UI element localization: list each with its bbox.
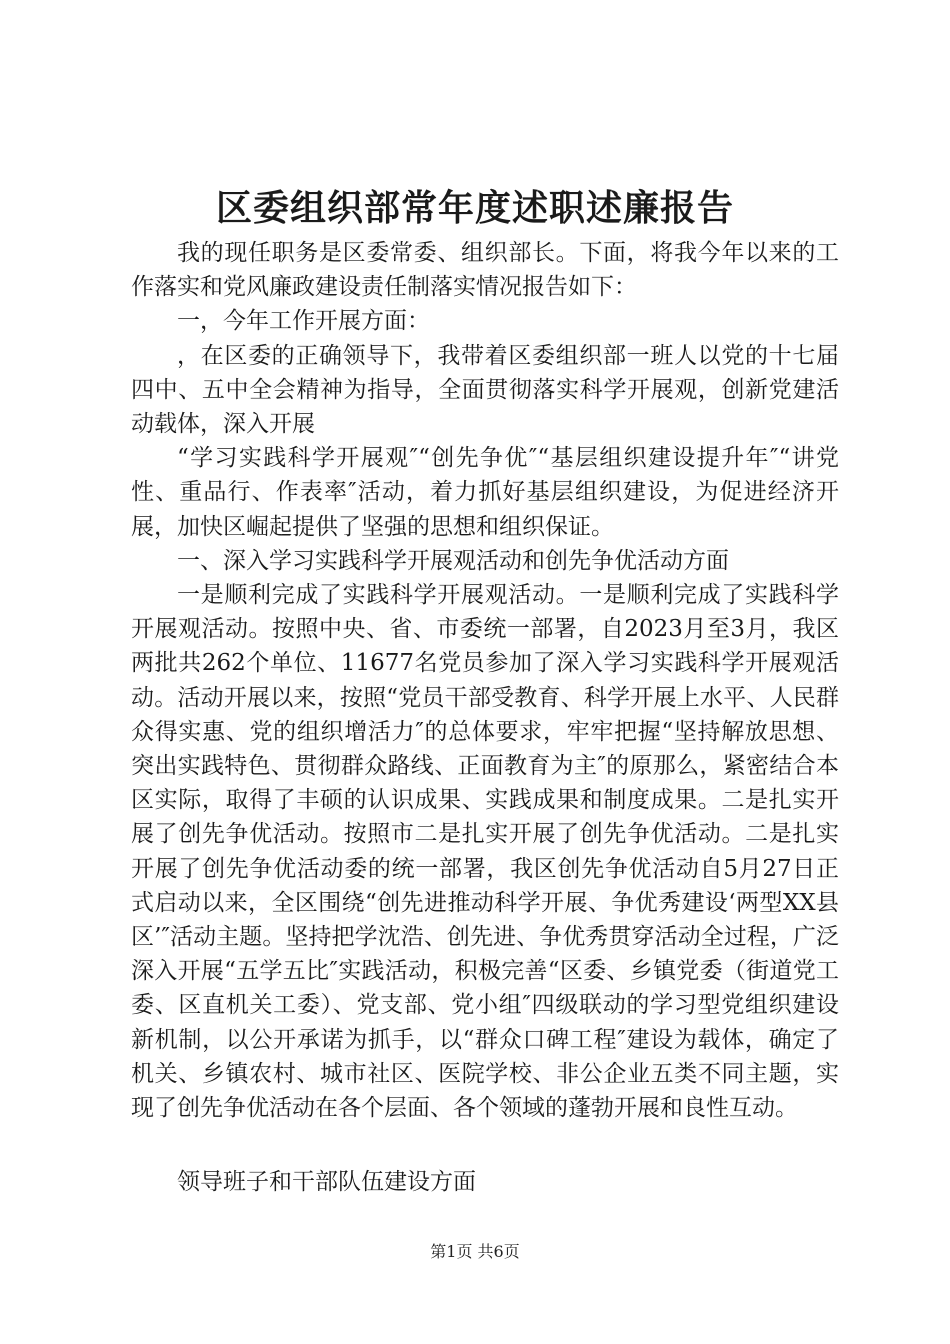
paragraph: ，在区委的正确领导下，我带着区委组织部一班人以党的十七届四中、五中全会精神为指导，全面贯彻落实科学开展观，创新党建活动载体，深入开展 [131, 342, 839, 438]
document-title: 区委组织部常年度述职述廉报告 [215, 187, 734, 229]
section-heading: 一、深入学习实践科学开展观活动和创先争优活动方面 [177, 547, 729, 574]
document-body [131, 236, 839, 1199]
paragraph: “学习实践科学开展观″“创先争优″“基层组织建设提升年″“讲党性、重品行、作表率″活动，着力抓好基层组织建设，为促进经济开展，加快区崛起提供了坚强的思想和组织保证。 [131, 445, 839, 540]
section-heading: 领导班子和干部队伍建设方面 [177, 1169, 476, 1196]
paragraph: 一，今年工作开展方面： [177, 308, 430, 335]
paragraph: 我的现任职务是区委常委、组织部长。下面，将我今年以来的工作落实和党风廉政建设责任制落实情况报告如下： [131, 240, 839, 301]
paragraph: 一是顺利完成了实践科学开展观活动。一是顺利完成了实践科学开展观活动。按照中央、省、市委统一部署，自2023月至3月，我区两批共262个单位、11677名党员参加了深入学习实践科学开展观活动。活动开展以来，按照“党员干部受教育、科学开展上水平、人民群众得实惠、党的组织增活力″的总体要求，牢牢把握“坚持解放思想、突出实践特色、贯彻群众路线、正面教育为主″的原那么，紧密结合本区实际，取得了丰硕的认识成果、实践成果和制度成果。二是扎实开展了创先争优活动。按照市二是扎实开展了创先争优活动。二是扎实开展了创先争优活动委的统一部署，我区创先争优活动自5月27日正式启动以来，全区围绕“创先进推动科学开展、争优秀建设‘两型XX县区’″活动主题。坚持把学沈浩、创先进、争优秀贯穿活动全过程，广泛深入开展“五学五比″实践活动，积极完善“区委、乡镇党委（街道党工委、区直机关工委）、党支部、党小组″四级联动的学习型党组织建设新机制，以公开承诺为抓手，以“群众口碑工程″建设为载体，确定了机关、乡镇农村、城市社区、医院学校、非公企业五类不同主题，实现了创先争优活动在各个层面、各个领域的蓬勃开展和良性互动。 [131, 582, 839, 1122]
page-footer: 第1页 共6页 [430, 1242, 520, 1261]
